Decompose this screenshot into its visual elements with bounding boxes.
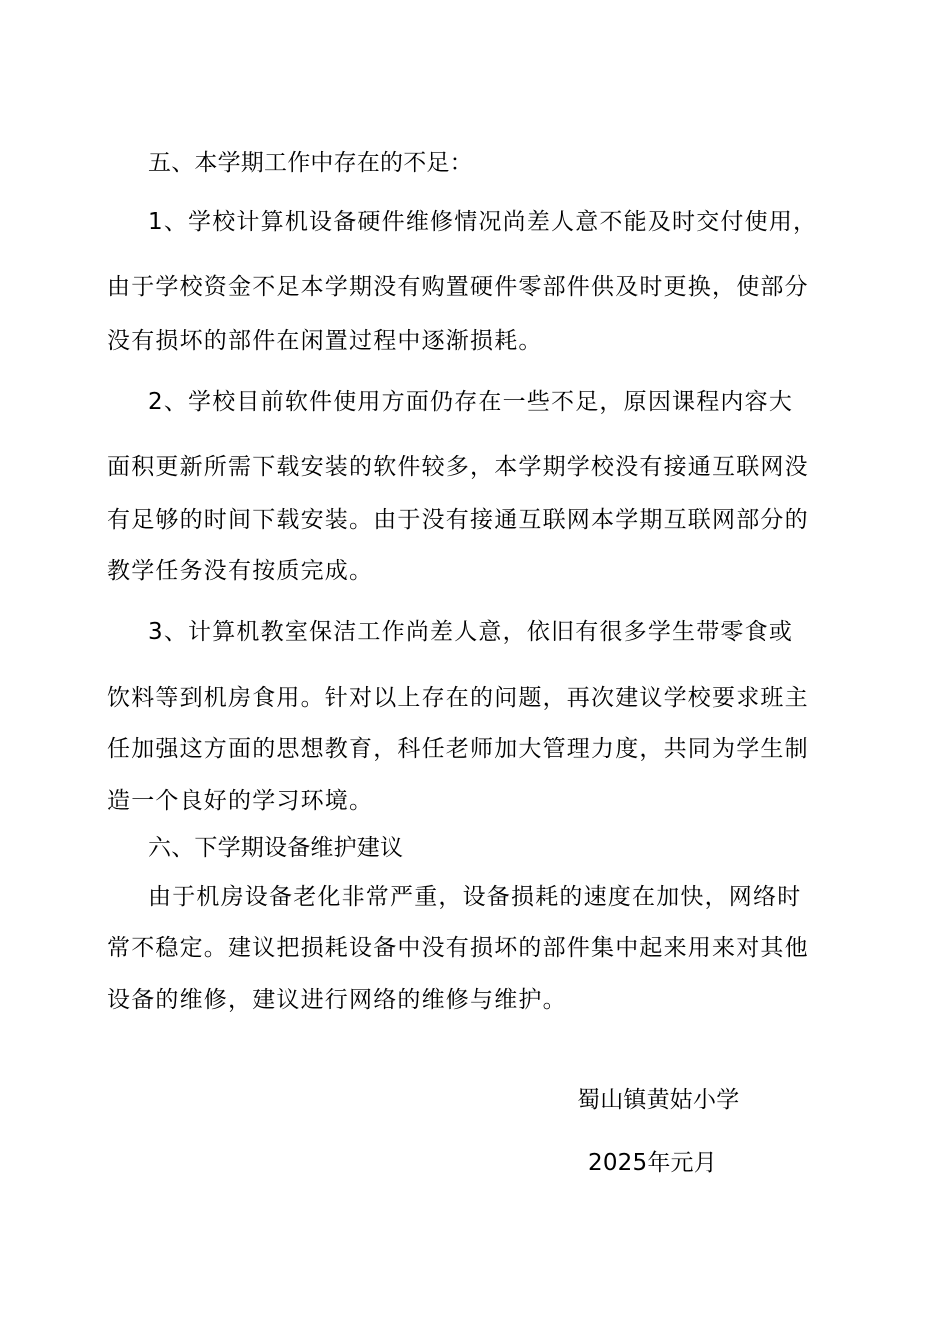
section5-heading: 五、本学期工作中存在的不足： <box>148 150 473 176</box>
section6-heading: 六、下学期设备维护建议 <box>148 835 404 861</box>
item3-line-3: 任加强这方面的思想教育，科任老师加大管理力度，共同为学生制 <box>107 736 809 762</box>
section6-line-1: 由于机房设备老化非常严重，设备损耗的速度在加快，网络时 <box>148 884 802 910</box>
section6-line-3: 设备的维修，建议进行网络的维修与维护。 <box>107 987 567 1013</box>
item1-line-3: 没有损坏的部件在闲置过程中逐渐损耗。 <box>107 328 543 354</box>
section6-line-2: 常不稳定。建议把损耗设备中没有损坏的部件集中起来用来对其他 <box>107 935 809 961</box>
signature-school: 蜀山镇黄姑小学 <box>577 1087 740 1113</box>
item2-line-4: 教学任务没有按质完成。 <box>107 558 374 584</box>
item3-line-2: 饮料等到机房食用。针对以上存在的问题，再次建议学校要求班主 <box>107 685 809 711</box>
item1-line-2: 由于学校资金不足本学期没有购置硬件零部件供及时更换，使部分 <box>107 274 809 300</box>
item2-line-1: 2、学校目前软件使用方面仍存在一些不足，原因课程内容大 <box>148 389 794 415</box>
signature-date: 2025年元月 <box>588 1150 717 1176</box>
item3-line-4: 造一个良好的学习环境。 <box>107 788 374 814</box>
item3-line-1: 3、计算机教室保洁工作尚差人意，依旧有很多学生带零食或 <box>148 619 794 645</box>
item2-line-3: 有足够的时间下载安装。由于没有接通互联网本学期互联网部分的 <box>107 507 809 533</box>
item1-line-1: 1、学校计算机设备硬件维修情况尚差人意不能及时交付使用， <box>148 209 818 235</box>
item2-line-2: 面积更新所需下载安装的软件较多，本学期学校没有接通互联网没 <box>107 454 809 480</box>
